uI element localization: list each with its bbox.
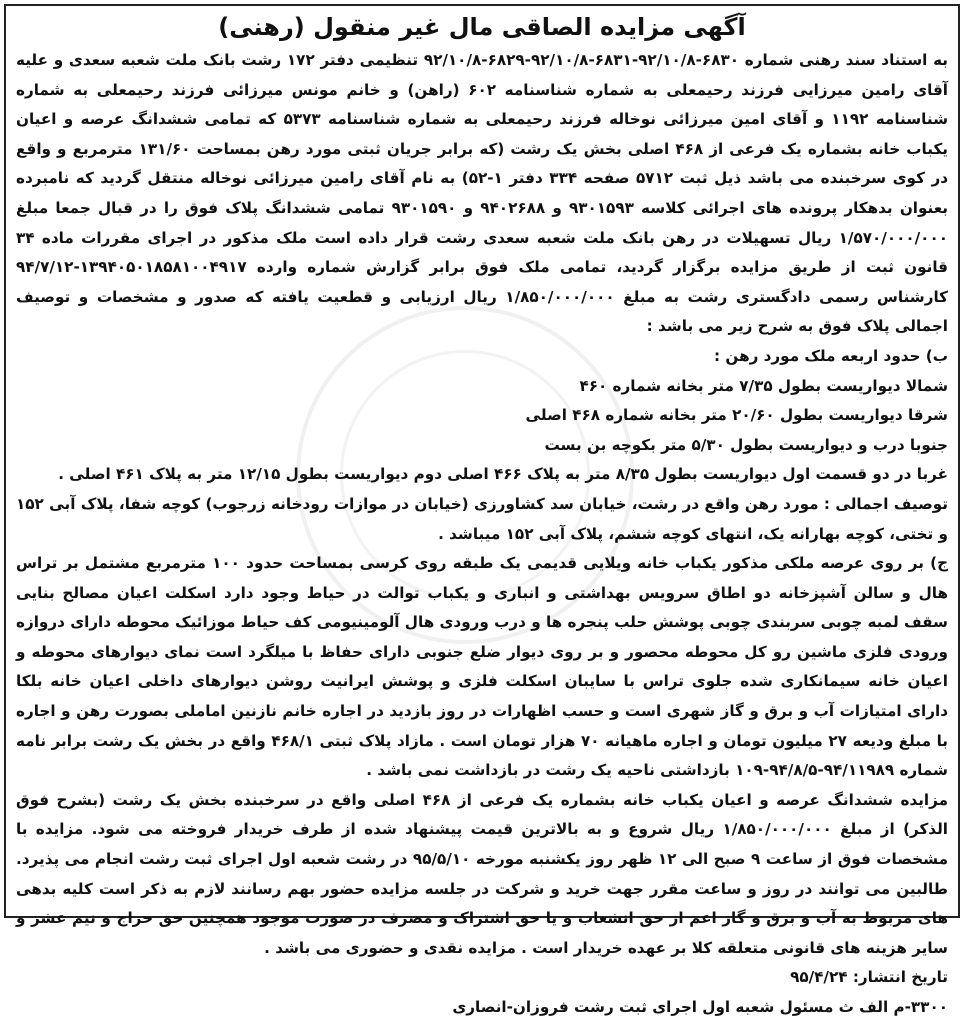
notice-frame — [4, 4, 960, 1016]
intro-paragraph: به استناد سند رهنی شماره ۶۸۳۰-۹۲/۱۰/۸-۶۸۳۱-۹۲/۱۰/۸-۶۸۲۹-۹۲/۱۰/۸ تنظیمی دفتر ۱۷۲ رشت بانک ملت شعبه سعدی و علیه آقای رامین میرزایی فرزند رحیمعلی به شماره شناسنامه ۶۰۲ (راهن) و خانم مونس میرزائی فرزند رحیمعلی به شماره شناسنامه ۱۱۹۲ و آقای امین میرزائی نوخاله فرزند رحیمعلی به شماره شناسنامه ۵۳۷۳ که تمامی ششدانگ عرصه و اعیان یکباب خانه بشماره یک فرعی از ۴۶۸ اصلی بخش یک رشت (که برابر جریان ثبتی مورد رهن بمساحت ۱۳۱/۶۰ مترمربع و واقع در کوی سرخبنده می باشد ذیل ثبت ۵۷۱۲ صفحه ۳۳۴ دفتر ۱-۵۲) به نام آقای رامین میرزائی نوخاله منتقل گردید که نامبرده بعنوان بدهکار پرونده های اجرائی کلاسه ۹۳۰۱۵۹۳ و ۹۴۰۲۶۸۸ و ۹۳۰۱۵۹۰ تمامی ششدانگ پلاک فوق را در قبال جمعا مبلغ ۱/۵۷۰/۰۰۰/۰۰۰ ریال تسهیلات در رهن بانک ملت شعبه سعدی رشت قرار داده است ملک مذکور در اجرای مقررات ماده ۳۴ قانون ثبت از طریق مزایده برگزار گردید، تمامی ملک فوق برابر گزارش شماره وارده ۱۳۹۴۰۵۰۱۸۵۸۱۰۰۴۹۱۷-۹۴/۷/۱۲ کارشناس رسمی دادگستری رشت به مبلغ ۱/۸۵۰/۰۰۰/۰۰۰ ریال ارزیابی و قطعیت یافته که صدور و مشخصات و توصیف اجمالی پلاک فوق به شرح زیر می باشد : — [16, 51, 949, 336]
bounds-north: شمالا دیواریست بطول ۷/۳۵ متر بخانه شماره ۴۶۰ — [579, 376, 948, 395]
bounds-title: ب) حدود اربعه ملک مورد رهن : — [714, 346, 948, 365]
bounds-west: غربا در دو قسمت اول دیواریست بطول ۸/۳۵ متر به پلاک ۴۶۶ اصلی دوم دیواریست بطول ۱۲/۱۵ متر به پلاک ۴۶۱ اصلی . — [58, 465, 948, 484]
summary-paragraph: توصیف اجمالی : مورد رهن واقع در رشت، خیابان سد کشاورزی (خیابان در موازات رودخانه زرجوب) کوچه شفا، پلاک آبی ۱۵۲ و تختی، کوچه بهارانه یک، انتهای کوچه ششم، پلاک آبی ۱۵۲ میباشد . — [16, 494, 948, 543]
description-paragraph: ج) بر روی عرصه ملکی مذکور یکباب خانه ویلایی قدیمی یک طبقه روی کرسی بمساحت حدود ۱۰۰ مترمربع مشتمل بر تراس هال و سالن آشپزخانه دو اطاق سرویس بهداشتی و انباری و یکباب توالت در حیاط وجود دارد اسکلت اعیان مصالح بنایی سقف لمبه چوبی سربندی چوبی پوشش حلب پنجره ها و درب ورودی هال آلومینیومی کف حیاط موزائیک محوطه دارای دروازه ورودی فلزی ماشین رو کل محوطه محصور و بر روی دیوار ضلع جنوبی دارای حفاظ با میلگرد است نمای دیوارهای محوطه و اعیان خانه سیمانکاری شده جلوی تراس با سایبان اسکلت فلزی و پوشش ایرانیت روشن دیوارهای داخلی اعیان خانه بلکا دارای امتیازات آب و برق و گاز شهری است و حسب اظهارات در روز بازدید در اجاره خانم نازنین اماملی بصورت رهن و اجاره با مبلغ ودیعه ۲۷ میلیون تومان و اجاره ماهیانه ۷۰ هزار تومان است . مازاد پلاک ثبتی ۴۶۸/۱ واقع در بخش یک رشت برابر نامه شماره ۹۴/۱۱۹۸۹-۹۴/۸/۵-۱۰۹ بازداشتی ناحیه یک رشت در بازداشت نمی باشد . — [16, 554, 949, 780]
bounds-east: شرقا دیواریست بطول ۲۰/۶۰ متر بخانه شماره ۴۶۸ اصلی — [525, 406, 948, 425]
publish-date: تاریخ انتشار: ۹۵/۴/۲۴ — [790, 968, 948, 987]
notice-body — [6, 46, 958, 1023]
signature-line: ۳۳۰۰-م الف ث مسئول شعبه اول اجرای ثبت رشت فروزان-انصاری — [452, 998, 948, 1016]
bounds-south: جنوبا درب و دیواریست بطول ۵/۳۰ متر بکوچه بن بست — [544, 435, 948, 454]
notice-title: آگهی مزایده الصاقی مال غیر منقول (رهنی) — [218, 13, 746, 41]
auction-paragraph: مزایده ششدانگ عرصه و اعیان یکباب خانه بشماره یک فرعی از ۴۶۸ اصلی واقع در سرخبنده بخش یک رشت (بشرح فوق الذکر) از مبلغ ۱/۸۵۰/۰۰۰/۰۰۰ ریال شروع و به بالاترین قیمت پیشنهاد شده از طرف خریدار فروخته می شود. مزایده با مشخصات فوق از ساعت ۹ صبح الی ۱۲ ظهر روز یکشنبه مورخه ۹۵/۵/۱۰ در رشت شعبه اول اجرای ثبت رشت انجام می پذیرد. طالبین می توانند در روز و ساعت مقرر جهت خرید و شرکت در جلسه مزایده حضور بهم رسانند لازم به ذکر است کلیه بدهی های مربوط به آب و برق و گاز اعم از حق انشعاب و یا حق اشتراک و مصرف در صورت موجود همچنین حق حراج و نیم عشر و سایر هزینه های قانونی متعلقه کلا بر عهده خریدار است . مزایده نقدی و حضوری می باشد . — [16, 790, 948, 957]
